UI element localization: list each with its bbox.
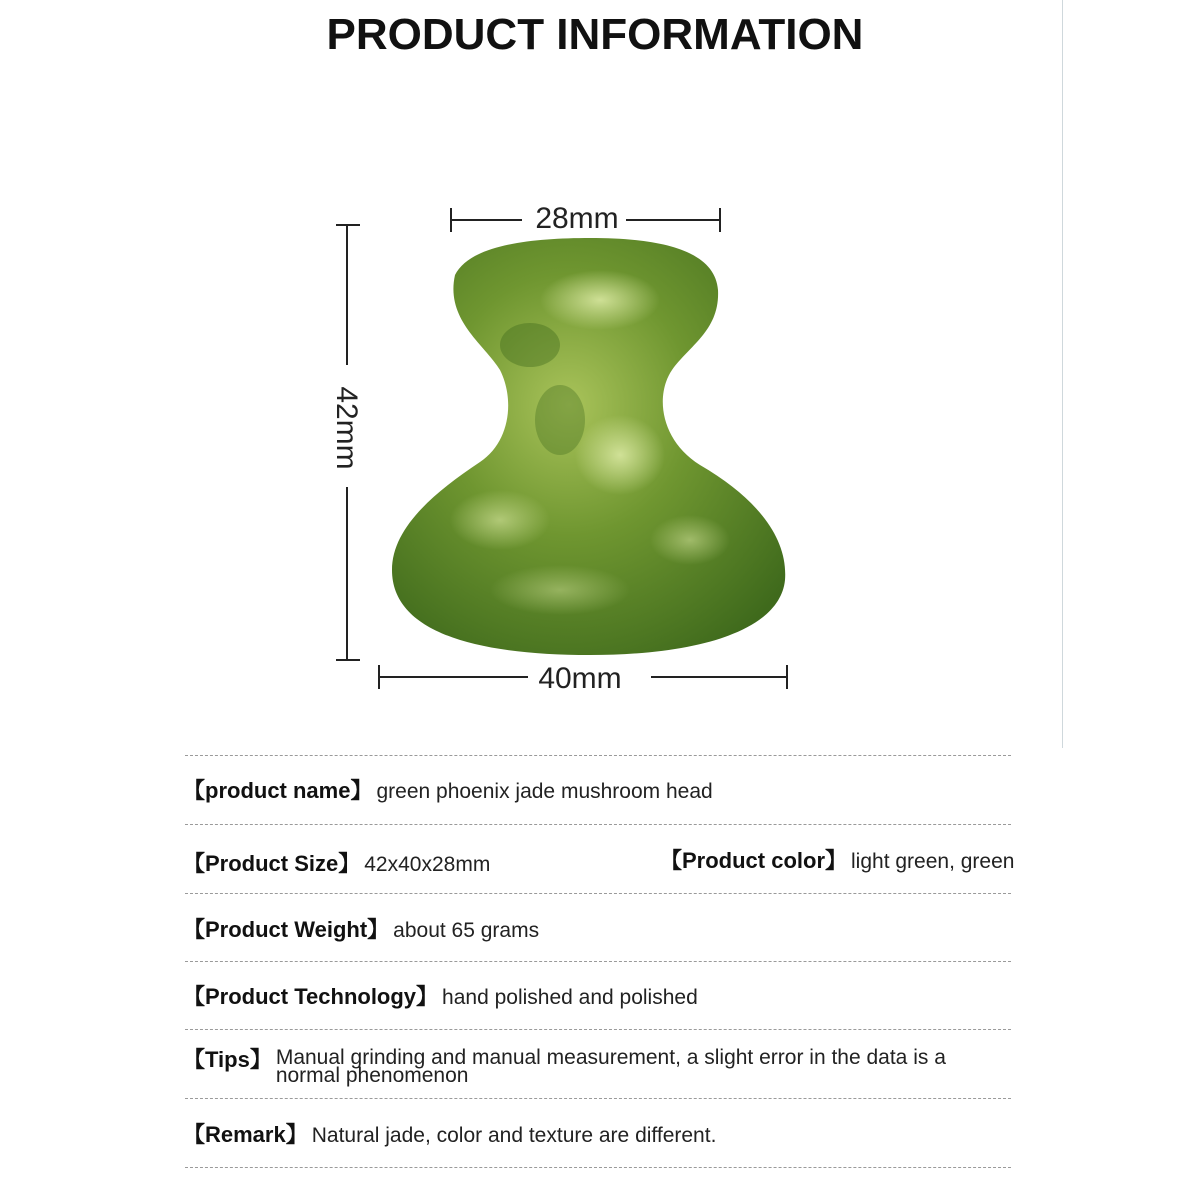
tips-label: 【Tips】	[183, 1047, 272, 1072]
spec-row-tips	[183, 1046, 1013, 1087]
dimension-top-label: 28mm	[535, 202, 619, 235]
product-size-label: 【Product Size】	[183, 851, 361, 876]
spec-row-product-technology	[183, 986, 1013, 1009]
product-weight-value: about 65 grams	[393, 919, 540, 942]
jade-mushroom-icon	[392, 238, 785, 655]
product-color-value: light green, green	[851, 850, 1015, 873]
row-divider	[185, 1098, 1011, 1099]
spec-row-remark	[183, 1124, 1013, 1147]
dimension-height-label: 42mm	[330, 386, 363, 470]
product-name-value: green phoenix jade mushroom head	[376, 780, 713, 803]
dimension-bottom-label: 40mm	[538, 662, 622, 695]
remark-label: 【Remark】	[183, 1122, 308, 1147]
spec-row-product-weight	[183, 919, 1013, 942]
product-size-value: 42x40x28mm	[364, 853, 491, 876]
spec-row-product-color	[660, 848, 1015, 873]
product-technology-value: hand polished and polished	[442, 986, 698, 1009]
product-name-label: 【product name】	[183, 778, 373, 803]
spec-row-product-name	[183, 780, 1013, 803]
tips-value: Manual grinding and manual measurement, a slight error in the data is a normal phenomenon	[275, 1046, 946, 1087]
row-divider	[185, 1029, 1011, 1030]
product-weight-label: 【Product Weight】	[183, 917, 390, 942]
dimension-top	[451, 202, 720, 235]
product-technology-label: 【Product Technology】	[183, 984, 439, 1009]
dimension-height	[330, 225, 363, 660]
row-divider	[185, 824, 1011, 825]
product-color-label: 【Product color】	[660, 848, 848, 873]
row-divider	[185, 1167, 1011, 1168]
remark-value: Natural jade, color and texture are different.	[311, 1124, 717, 1147]
row-divider	[185, 893, 1011, 894]
row-divider	[185, 961, 1011, 962]
dimension-bottom	[379, 662, 787, 695]
page-title: PRODUCT INFORMATION	[326, 10, 864, 59]
row-divider	[185, 755, 1011, 756]
